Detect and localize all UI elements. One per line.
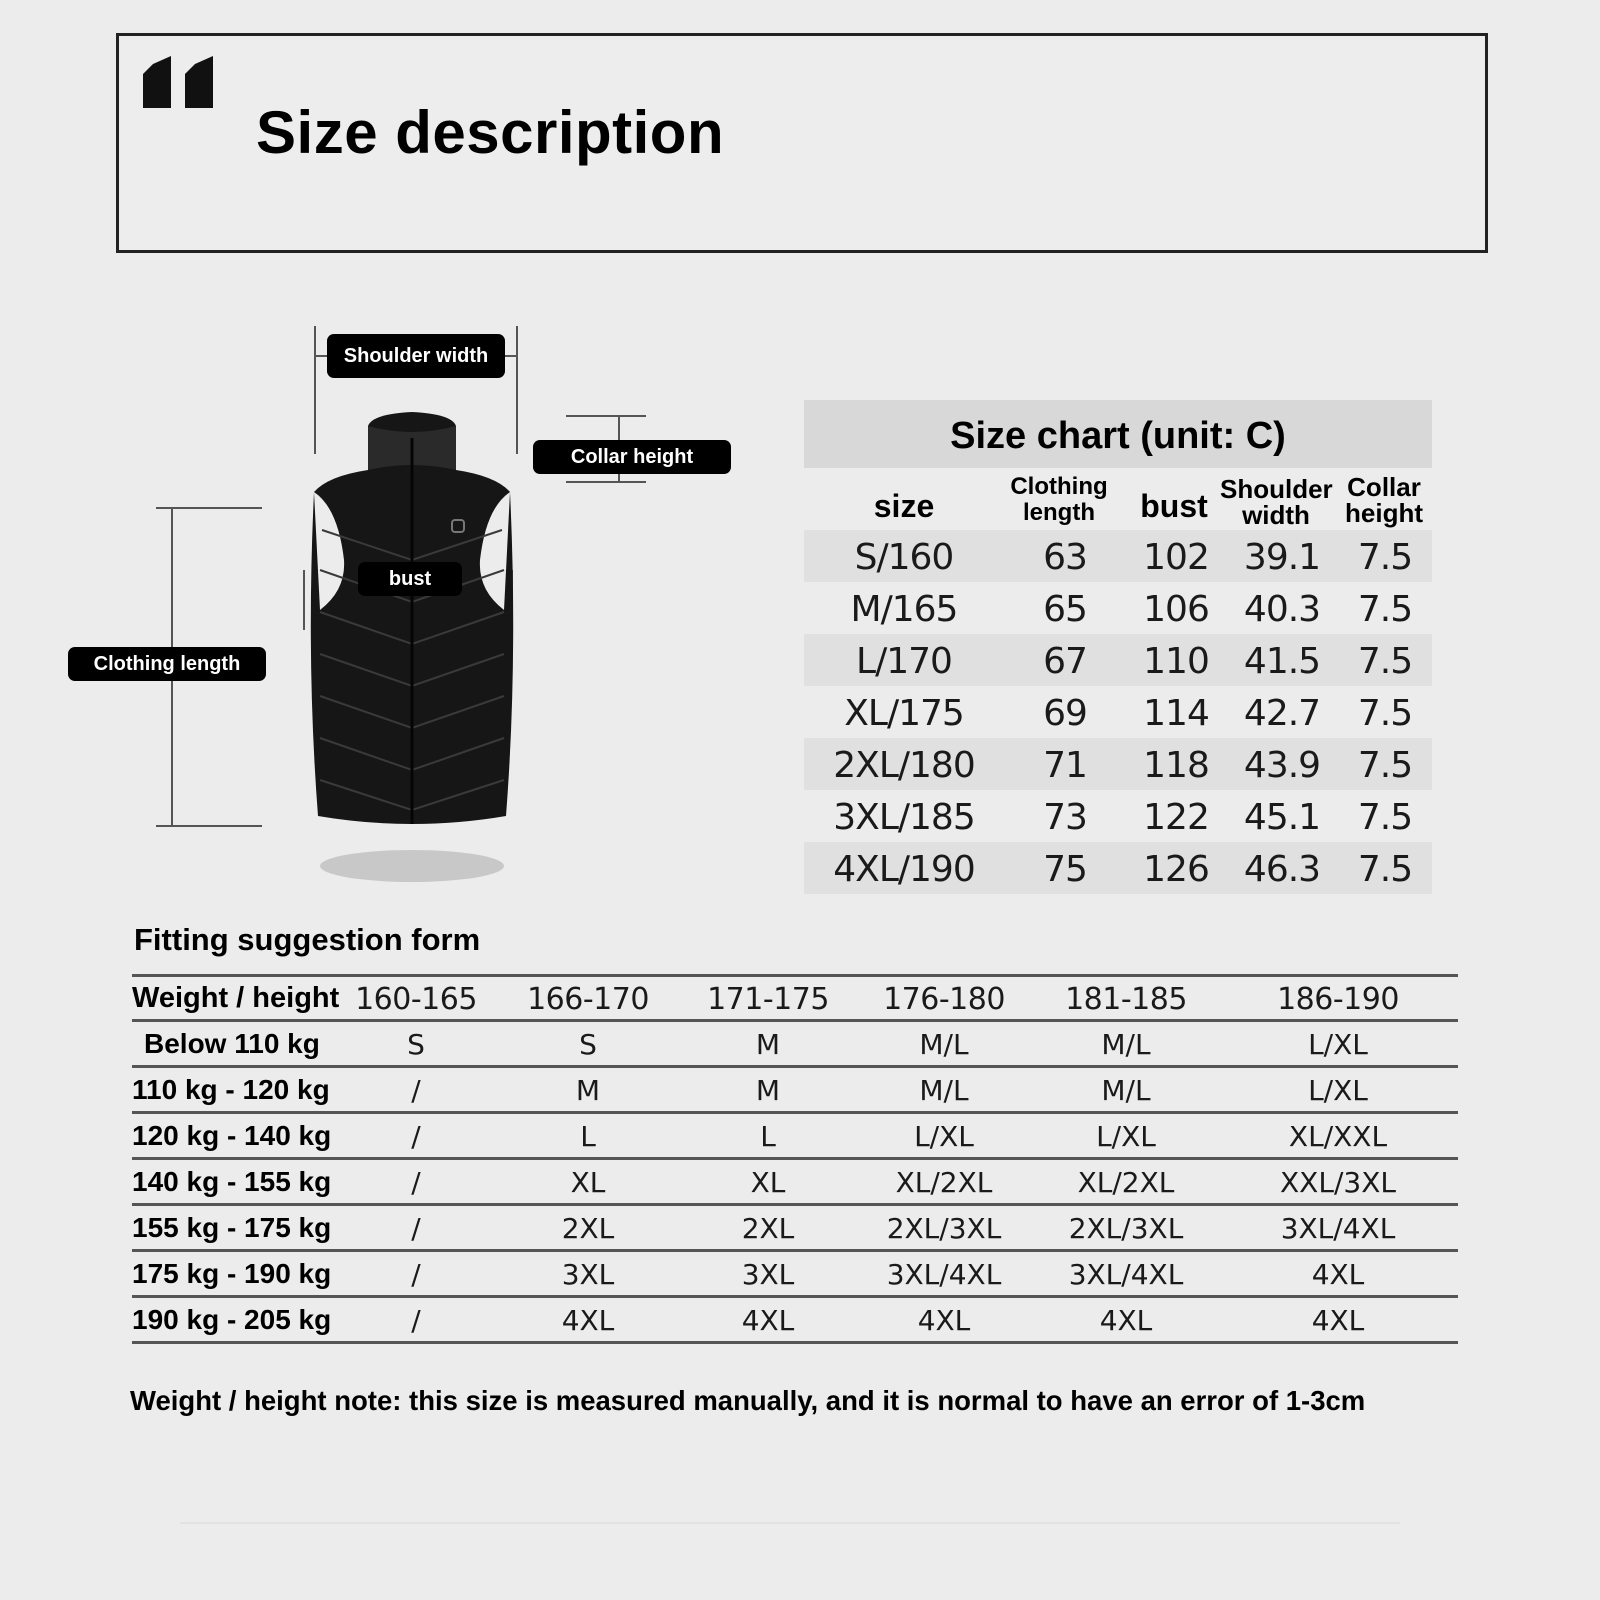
fit-corner-label: Weight / height bbox=[132, 982, 340, 1014]
fit-cell: L/XL bbox=[914, 1120, 974, 1153]
fit-cell: 2XL bbox=[561, 1212, 615, 1245]
length-cell: 63 bbox=[1043, 537, 1087, 578]
size-row-7 bbox=[804, 842, 1432, 894]
fit-cell: M/L bbox=[919, 1074, 969, 1107]
fit-cell: 2XL/3XL bbox=[886, 1212, 1002, 1245]
height-header: 160-165 bbox=[355, 982, 477, 1017]
length-cell: 67 bbox=[1043, 641, 1087, 682]
fit-cell: 4XL bbox=[1311, 1258, 1365, 1291]
fit-cell: 3XL bbox=[741, 1258, 795, 1291]
bottom-rule bbox=[180, 1522, 1400, 1524]
col-header-size: size bbox=[873, 488, 935, 524]
weight-label: 120 kg - 140 kg bbox=[132, 1120, 332, 1151]
fit-divider bbox=[132, 1203, 1458, 1206]
fit-divider bbox=[132, 1065, 1458, 1068]
size-cell: 2XL/180 bbox=[833, 745, 975, 786]
length-cell: 69 bbox=[1043, 693, 1087, 734]
collar-cell: 7.5 bbox=[1357, 745, 1413, 786]
fit-divider bbox=[132, 1157, 1458, 1160]
fit-cell: / bbox=[411, 1120, 421, 1153]
height-header: 181-185 bbox=[1065, 982, 1187, 1017]
bust-cell: 102 bbox=[1143, 537, 1209, 578]
bust-cell: 114 bbox=[1143, 693, 1209, 734]
size-cell: L/170 bbox=[856, 641, 952, 682]
fit-cell: 3XL bbox=[561, 1258, 615, 1291]
measurement-note: Weight / height note: this size is measured manually, and it is normal to have an error of 1-3cm bbox=[130, 1385, 1366, 1416]
fit-cell: 4XL bbox=[917, 1304, 971, 1337]
fit-cell: 4XL bbox=[1099, 1304, 1153, 1337]
weight-label: 140 kg - 155 kg bbox=[132, 1166, 332, 1197]
fit-cell: 3XL/4XL bbox=[1280, 1212, 1396, 1245]
shoulder-width-label: Shoulder width bbox=[327, 334, 505, 378]
shoulder-cell: 45.1 bbox=[1243, 797, 1321, 838]
fit-cell: L bbox=[580, 1120, 596, 1153]
size-row-4 bbox=[804, 686, 1432, 738]
size-chart-title: Size chart (unit: C) bbox=[804, 400, 1432, 468]
fit-cell: 4XL bbox=[561, 1304, 615, 1337]
size-cell: M/165 bbox=[850, 589, 958, 630]
length-cell: 75 bbox=[1043, 849, 1087, 890]
bust-label: bust bbox=[358, 562, 462, 596]
length-cell: 71 bbox=[1043, 745, 1087, 786]
fit-cell: / bbox=[411, 1166, 421, 1199]
size-row-5 bbox=[804, 738, 1432, 790]
shoulder-cell: 39.1 bbox=[1243, 537, 1321, 578]
size-row-6 bbox=[804, 790, 1432, 842]
shoulder-cell: 40.3 bbox=[1243, 589, 1321, 630]
col-header-bust: bust bbox=[1140, 488, 1208, 524]
col-header-clothing-length: Clothing length bbox=[1010, 473, 1108, 526]
fit-cell: 4XL bbox=[741, 1304, 795, 1337]
fit-cell: XL/2XL bbox=[1077, 1166, 1175, 1199]
page-title: Size description bbox=[256, 99, 725, 166]
fit-cell: / bbox=[411, 1258, 421, 1291]
bust-cell: 106 bbox=[1143, 589, 1209, 630]
height-header: 186-190 bbox=[1277, 982, 1399, 1017]
fit-cell: S bbox=[579, 1028, 597, 1061]
bust-cell: 126 bbox=[1143, 849, 1209, 890]
col-header-shoulder-width: Shoulder width bbox=[1220, 474, 1333, 530]
fit-cell: M/L bbox=[1101, 1074, 1151, 1107]
fit-cell: 2XL/3XL bbox=[1068, 1212, 1184, 1245]
fit-cell: S bbox=[407, 1028, 425, 1061]
fit-cell: / bbox=[411, 1304, 421, 1337]
clothing-length-label: Clothing length bbox=[68, 647, 266, 681]
fit-cell: XL/2XL bbox=[895, 1166, 993, 1199]
collar-cell: 7.5 bbox=[1357, 797, 1413, 838]
size-cell: 3XL/185 bbox=[833, 797, 975, 838]
fit-divider bbox=[132, 1111, 1458, 1114]
size-cell: XL/175 bbox=[844, 693, 964, 734]
fit-divider bbox=[132, 974, 1458, 977]
weight-label: 110 kg - 120 kg bbox=[132, 1074, 330, 1105]
collar-height-label: Collar height bbox=[533, 440, 731, 474]
fit-divider bbox=[132, 1249, 1458, 1252]
fit-divider bbox=[132, 1295, 1458, 1298]
fit-cell: 3XL/4XL bbox=[1068, 1258, 1184, 1291]
collar-cell: 7.5 bbox=[1357, 693, 1413, 734]
fit-cell: L/XL bbox=[1096, 1120, 1156, 1153]
fit-cell: L/XL bbox=[1308, 1074, 1368, 1107]
weight-label: 155 kg - 175 kg bbox=[132, 1212, 332, 1243]
shoulder-cell: 41.5 bbox=[1243, 641, 1321, 682]
weight-label: Below 110 kg bbox=[144, 1028, 320, 1059]
length-cell: 73 bbox=[1043, 797, 1087, 838]
bust-cell: 110 bbox=[1143, 641, 1209, 682]
col-header-collar-height: Collar height bbox=[1345, 472, 1423, 528]
fit-divider bbox=[132, 1341, 1458, 1344]
fit-divider bbox=[132, 1019, 1458, 1022]
vest-figure bbox=[93, 320, 740, 890]
fit-cell: XL bbox=[570, 1166, 606, 1199]
height-header: 166-170 bbox=[527, 982, 649, 1017]
fit-cell: XXL/3XL bbox=[1280, 1166, 1396, 1199]
fit-cell: 4XL bbox=[1311, 1304, 1365, 1337]
fitting-title: Fitting suggestion form bbox=[134, 922, 481, 957]
collar-cell: 7.5 bbox=[1357, 537, 1413, 578]
fit-cell: L/XL bbox=[1308, 1028, 1368, 1061]
size-row-2 bbox=[804, 582, 1432, 634]
shoulder-cell: 42.7 bbox=[1243, 693, 1321, 734]
vest-illustration bbox=[150, 320, 740, 890]
fit-cell: / bbox=[411, 1074, 421, 1107]
fit-cell: L bbox=[760, 1120, 776, 1153]
collar-cell: 7.5 bbox=[1357, 641, 1413, 682]
fit-cell: XL/XXL bbox=[1288, 1120, 1388, 1153]
fit-cell: M bbox=[755, 1074, 781, 1107]
fit-cell: M bbox=[755, 1028, 781, 1061]
size-row-1 bbox=[804, 530, 1432, 582]
fit-cell: / bbox=[411, 1212, 421, 1245]
weight-label: 190 kg - 205 kg bbox=[132, 1304, 332, 1335]
size-cell: S/160 bbox=[854, 537, 954, 578]
fit-cell: M/L bbox=[919, 1028, 969, 1061]
length-cell: 65 bbox=[1043, 589, 1087, 630]
collar-cell: 7.5 bbox=[1357, 849, 1413, 890]
fit-cell: M bbox=[575, 1074, 601, 1107]
collar-cell: 7.5 bbox=[1357, 589, 1413, 630]
bust-cell: 118 bbox=[1143, 745, 1209, 786]
fit-cell: 3XL/4XL bbox=[886, 1258, 1002, 1291]
height-header: 176-180 bbox=[883, 982, 1005, 1017]
fit-cell: 2XL bbox=[741, 1212, 795, 1245]
size-row-3 bbox=[804, 634, 1432, 686]
shoulder-cell: 46.3 bbox=[1243, 849, 1321, 890]
fit-cell: XL bbox=[750, 1166, 786, 1199]
height-header: 171-175 bbox=[707, 982, 829, 1017]
weight-label: 175 kg - 190 kg bbox=[132, 1258, 332, 1289]
size-cell: 4XL/190 bbox=[833, 849, 975, 890]
bust-cell: 122 bbox=[1143, 797, 1209, 838]
fit-cell: M/L bbox=[1101, 1028, 1151, 1061]
quote-mark-icon bbox=[143, 56, 215, 108]
shoulder-cell: 43.9 bbox=[1243, 745, 1321, 786]
